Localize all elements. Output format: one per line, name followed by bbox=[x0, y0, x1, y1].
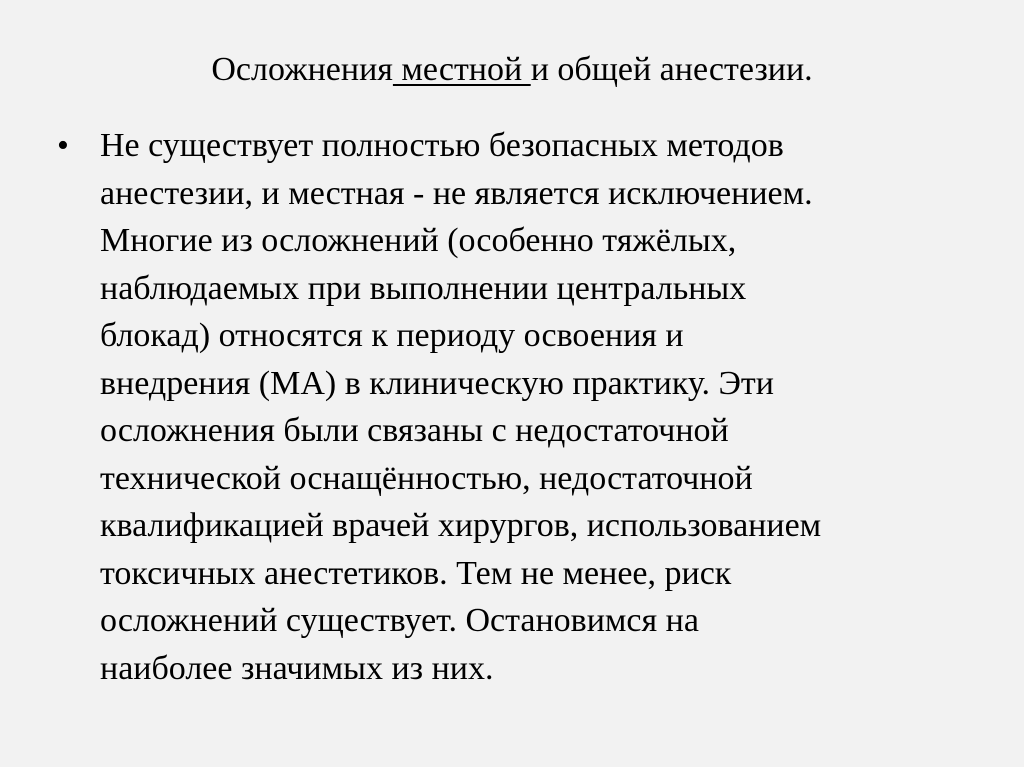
paragraph-line: наблюдаемых при выполнении центральных bbox=[100, 269, 747, 307]
bullet-paragraph bbox=[100, 122, 821, 692]
paragraph-line: внедрения (МА) в клиническую практику. Эти bbox=[100, 364, 774, 402]
paragraph-line: наиболее значимых из них. bbox=[100, 649, 494, 687]
title-text-end: и общей анестезии. bbox=[530, 51, 813, 88]
paragraph-line: осложнений существует. Остановимся на bbox=[100, 602, 699, 639]
title-text: Осложнения bbox=[211, 51, 393, 88]
title-underlined-text: местной bbox=[392, 51, 531, 88]
paragraph-line: анестезии, и местная - не является исключением. bbox=[100, 174, 813, 212]
bullet-marker: • bbox=[57, 127, 69, 164]
paragraph-line: технической оснащённостью, недостаточной bbox=[100, 459, 753, 497]
paragraph-line: блокад) относятся к периоду освоения и bbox=[100, 317, 684, 354]
paragraph-line: осложнения были связаны с недостаточной bbox=[100, 412, 729, 449]
paragraph-line: токсичных анестетиков. Тем не менее, риск bbox=[100, 554, 732, 592]
paragraph-line: Многие из осложнений (особенно тяжёлых, bbox=[100, 222, 737, 259]
paragraph-line: квалификацией врачей хирургов, использованием bbox=[100, 507, 822, 544]
slide-title bbox=[0, 48, 1024, 92]
paragraph-line: Не существует полностью безопасных методов bbox=[100, 127, 784, 164]
